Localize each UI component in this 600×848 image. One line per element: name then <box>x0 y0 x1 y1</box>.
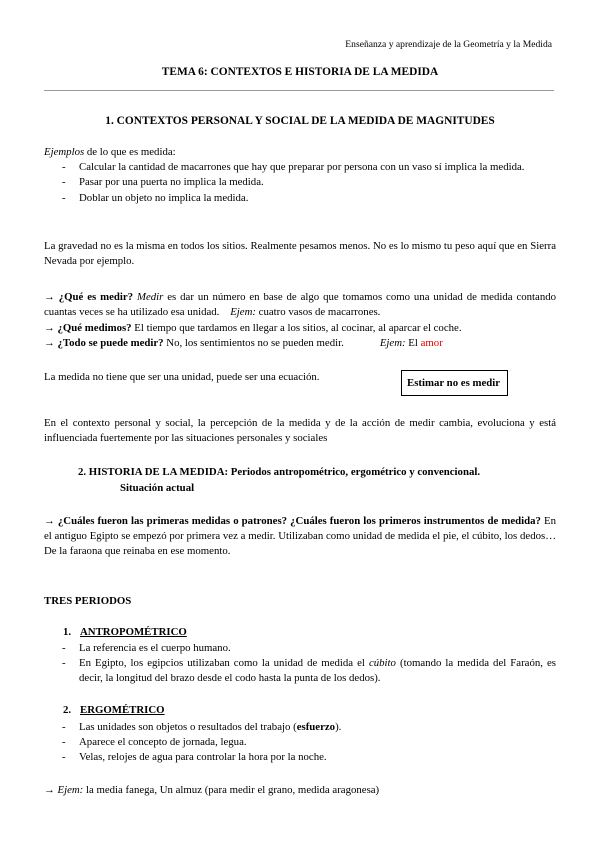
title-divider <box>44 90 554 91</box>
period1-list <box>44 641 556 687</box>
list-item: - Doblar un objeto no implica la medida. <box>44 191 556 206</box>
page-title: TEMA 6: CONTEXTOS E HISTORIA DE LA MEDIDA <box>161 66 439 78</box>
gravity-paragraph: La gravedad no es la misma en todos los sitios. Realmente pesamos menos. No es lo mismo tu peso aquí que en Sierra Nevada por ejemplo. <box>44 240 556 268</box>
examples-list <box>44 160 556 206</box>
section2-heading: 2. HISTORIA DE LA MEDIDA: Periodos antropométrico, ergométrico y convencional. Situación actual <box>78 466 481 494</box>
section1-heading: 1. CONTEXTOS PERSONAL Y SOCIAL DE LA MEDIDA DE MAGNITUDES <box>105 115 495 127</box>
q-what-we-measure: → ¿Qué medimos? El tiempo que tardamos en llegar a los sitios, al cocinar, al aparcar el coche. <box>44 322 462 334</box>
list-item: - Las unidades son objetos o resultados del trabajo (esfuerzo). <box>44 720 556 735</box>
list-item: - Calcular la cantidad de macarrones que hay que preparar por persona con un vaso sí implica la medida. <box>44 160 556 175</box>
running-header: Enseñanza y aprendizaje de la Geometría y la Medida <box>345 39 552 50</box>
q-what-is-measuring: → ¿Qué es medir? Medir es dar un número en base de algo que tomamos como una unidad de medida contando cuantas veces se ha utilizado esa unidad. Ejem: cuatro vasos de macarrones. <box>44 291 557 319</box>
list-item: - En Egipto, los egipcios utilizaban como la unidad de medida el cúbito (tomando la medida del Faraón, es decir, la longitud del brazo desde el codo hasta la punta de los dedos). <box>44 656 556 686</box>
list-item: - Aparece el concepto de jornada, legua. <box>44 735 556 750</box>
period2-list <box>44 720 556 766</box>
examples-block <box>44 145 556 206</box>
love-word: amor <box>420 337 443 349</box>
context-paragraph: En el contexto personal y social, la percepción de la medida y de la acción de medir cambia, evoluciona y está influenciada fuertemente por las situaciones personales y sociales <box>44 417 556 445</box>
estimate-box: Estimar no es medir <box>401 370 508 396</box>
period1-title: 1. ANTROPOMÉTRICO <box>63 626 187 638</box>
periods-heading: TRES PERIODOS <box>44 595 132 607</box>
list-item: - La referencia es el cuerpo humano. <box>44 641 556 656</box>
list-item: - Pasar por una puerta no implica la medida. <box>44 175 556 190</box>
list-item: - Velas, relojes de agua para controlar la hora por la noche. <box>44 750 556 765</box>
examples-intro: Ejemplos de lo que es medida: <box>44 146 176 158</box>
unit-note: La medida no tiene que ser una unidad, puede ser una ecuación. <box>44 371 320 383</box>
q-can-everything-be-measured: → ¿Todo se puede medir? No, los sentimientos no se pueden medir. Ejem: El amor <box>44 337 443 349</box>
period2-title: 2. ERGOMÉTRICO <box>63 704 165 716</box>
period-example: → Ejem: la media fanega, Un almuz (para medir el grano, medida aragonesa) <box>44 784 380 796</box>
history-question-block: → ¿Cuáles fueron las primeras medidas o patrones? ¿Cuáles fueron los primeros instrumentos de medida? En el antiguo Egipto se empezó por primera vez a medir. Utilizaban como unidad de medida el pie, el cúbito, los dedos… De la faraona que reinaba en ese momento. <box>44 515 556 558</box>
